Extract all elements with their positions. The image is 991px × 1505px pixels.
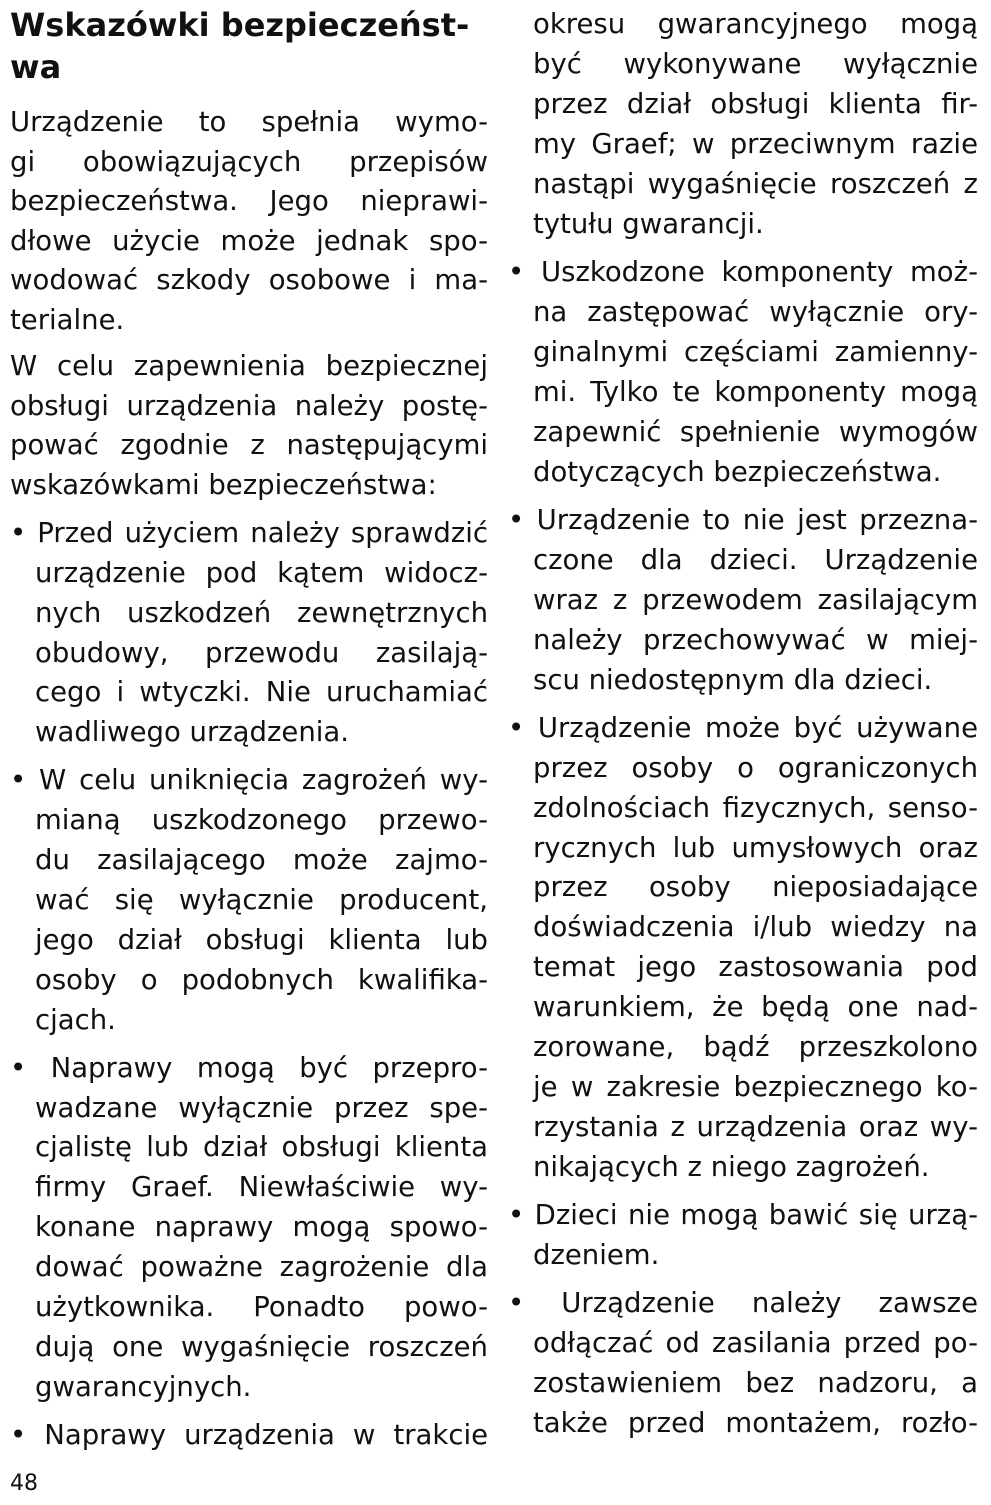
text-line: mianą uszkodzonego przewo- — [35, 804, 488, 836]
text-line: konane naprawy mogą spowo- — [35, 1211, 488, 1243]
text-line: ginalnymi częściami zamienny- — [533, 336, 978, 368]
text-line: my Graef; w przeciwnym razie — [533, 128, 978, 160]
text-line: nikających z niego zagrożeń. — [533, 1151, 930, 1183]
text-line: dłowe użycie może jednak spo- — [10, 225, 488, 257]
text-line: wraz z przewodem zasilającym — [533, 584, 978, 616]
text-line: zapewnić spełnienie wymogów — [533, 416, 978, 448]
text-line: cego i wtyczki. Nie uruchamiać — [35, 676, 488, 708]
text-line: du zasilającego może zajmo- — [35, 844, 488, 876]
text-line: należy przechowywać w miej- — [533, 624, 978, 656]
text-line: czone dla dzieci. Urządzenie — [533, 544, 978, 576]
text-line: jego dział obsługi klienta lub — [35, 924, 488, 956]
text-line: W celu zapewnienia bezpiecznej — [10, 350, 488, 382]
text-line: użytkownika. Ponadto powo- — [35, 1291, 488, 1323]
text-line: mi. Tylko te komponenty mogą — [533, 376, 978, 408]
text-line: • Naprawy urządzenia w trakcie — [10, 1419, 488, 1451]
text-line: obudowy, przewodu zasilają- — [35, 637, 488, 669]
text-line: tytułu gwarancji. — [533, 208, 764, 240]
text-line: nastąpi wygaśnięcie roszczeń z — [533, 168, 978, 200]
text-line: pować zgodnie z następującymi — [10, 429, 488, 461]
text-line: dować poważne zagrożenie dla — [35, 1251, 488, 1283]
text-line: zdolnościach fizycznych, senso- — [533, 792, 978, 824]
text-line: przez osoby o ograniczonych — [533, 752, 978, 784]
text-line: firmy Graef. Niewłaściwie wy- — [35, 1171, 488, 1203]
text-line: je w zakresie bezpiecznego ko- — [533, 1071, 978, 1103]
text-line: odłączać od zasilania przed po- — [533, 1327, 978, 1359]
text-line: zorowane, bądź przeszkolono — [533, 1031, 978, 1063]
text-line: • Przed użyciem należy sprawdzić — [10, 517, 488, 549]
section-heading: Wskazówki bezpieczeńst- — [10, 6, 470, 44]
text-line: cjach. — [35, 1004, 116, 1036]
text-line: na zastępować wyłącznie ory- — [533, 296, 978, 328]
text-line: scu niedostępnym dla dzieci. — [533, 664, 933, 696]
text-line: Urządzenie to spełnia wymo- — [10, 106, 488, 138]
text-line: • Urządzenie może być używane — [508, 712, 978, 744]
text-line: • Urządzenie to nie jest przezna- — [508, 504, 978, 536]
text-line: okresu gwarancyjnego mogą — [533, 8, 978, 40]
text-line: także przed montażem, rozło- — [533, 1407, 978, 1439]
text-line: zostawieniem bez nadzoru, a — [533, 1367, 978, 1399]
text-line: wadzane wyłącznie przez spe- — [35, 1092, 488, 1124]
text-line: wać się wyłącznie producent, — [35, 884, 488, 916]
text-line: przez osoby nieposiadające — [533, 871, 978, 903]
text-line: temat jego zastosowania pod — [533, 951, 978, 983]
text-line: dują one wygaśnięcie roszczeń — [35, 1331, 488, 1363]
text-line: terialne. — [10, 304, 125, 336]
text-line: wskazówkami bezpieczeństwa: — [10, 469, 437, 501]
text-line: urządzenie pod kątem widocz- — [35, 557, 488, 589]
text-line: wadliwego urządzenia. — [35, 716, 350, 748]
text-line: doświadczenia i/lub wiedzy na — [533, 911, 978, 943]
text-line: • Naprawy mogą być przepro- — [10, 1052, 488, 1084]
text-line: • Uszkodzone komponenty moż- — [508, 256, 978, 288]
text-line: • W celu uniknięcia zagrożeń wy- — [10, 764, 488, 796]
text-line: gwarancyjnych. — [35, 1371, 252, 1403]
text-line: nych uszkodzeń zewnętrznych — [35, 597, 488, 629]
text-line: przez dział obsługi klienta fir- — [533, 88, 978, 120]
text-line: obsługi urządzenia należy postę- — [10, 390, 488, 422]
section-heading-cont: wa — [10, 48, 62, 86]
text-line: dzeniem. — [533, 1239, 660, 1271]
text-line: rzystania z urządzenia oraz wy- — [533, 1111, 978, 1143]
text-line: • Urządzenie należy zawsze — [508, 1287, 978, 1319]
text-line: wodować szkody osobowe i ma- — [10, 264, 488, 296]
text-line: dotyczących bezpieczeństwa. — [533, 456, 942, 488]
page-number: 48 — [10, 1471, 38, 1496]
text-line: warunkiem, że będą one nad- — [533, 991, 978, 1023]
text-line: być wykonywane wyłącznie — [533, 48, 978, 80]
text-line: gi obowiązujących przepisów — [10, 146, 488, 178]
text-line: osoby o podobnych kwalifika- — [35, 964, 488, 996]
text-line: rycznych lub umysłowych oraz — [533, 832, 978, 864]
text-line: • Dzieci nie mogą bawić się urzą- — [508, 1199, 978, 1231]
text-line: bezpieczeństwa. Jego nieprawi- — [10, 185, 488, 217]
text-line: cjalistę lub dział obsługi klienta — [35, 1131, 488, 1163]
